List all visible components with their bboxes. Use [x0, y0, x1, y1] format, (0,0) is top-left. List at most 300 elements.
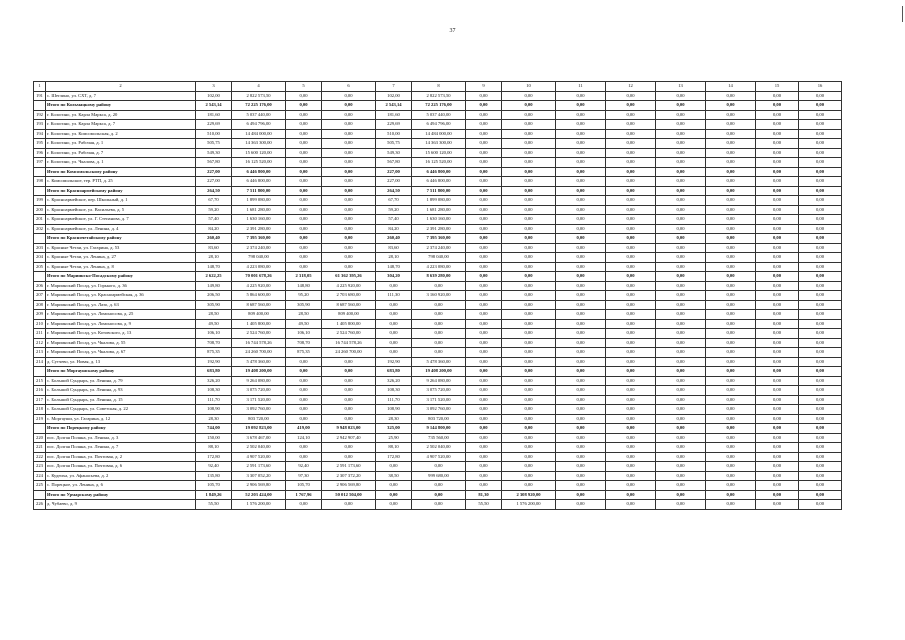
- value-cell: 0,00: [286, 452, 322, 462]
- value-cell: 0,00: [606, 414, 656, 424]
- value-cell: 875,35: [196, 348, 232, 358]
- table-row: [34, 281, 842, 291]
- value-cell: 0,00: [756, 357, 799, 367]
- value-cell: 0,00: [286, 367, 322, 377]
- value-cell: 0,00: [502, 186, 556, 196]
- column-number-cell: 16: [799, 82, 842, 92]
- value-cell: 0,00: [706, 424, 756, 434]
- table-row: [34, 196, 842, 206]
- value-cell: 0,00: [799, 234, 842, 244]
- address-cell: пос. Долгая Поляна, ул. Ленина, д. 3: [46, 433, 196, 443]
- value-cell: 419,00: [286, 424, 322, 434]
- value-cell: 0,00: [286, 177, 322, 187]
- value-cell: 0,00: [556, 500, 606, 510]
- value-cell: 1 405 800,00: [232, 319, 286, 329]
- value-cell: 0,00: [556, 357, 606, 367]
- value-cell: 0,00: [556, 452, 606, 462]
- district-total-row: [34, 234, 842, 244]
- value-cell: 0,00: [706, 433, 756, 443]
- value-cell: 0,00: [466, 395, 502, 405]
- value-cell: 4 225 920,00: [322, 281, 376, 291]
- district-total-row: [34, 101, 842, 111]
- value-cell: 0,00: [466, 186, 502, 196]
- value-cell: 0,00: [799, 424, 842, 434]
- value-cell: 0,00: [286, 224, 322, 234]
- value-cell: 0,00: [656, 272, 706, 282]
- value-cell: 0,00: [502, 215, 556, 225]
- value-cell: 0,00: [322, 262, 376, 272]
- value-cell: 72 225 176,00: [412, 101, 466, 111]
- value-cell: 6 446 800,00: [232, 167, 286, 177]
- value-cell: 0,00: [656, 414, 706, 424]
- value-cell: 3 092 760,00: [412, 405, 466, 415]
- address-cell: пос. Долгая Поляна, ул. Почтовая, д. 2: [46, 452, 196, 462]
- table-row: [34, 348, 842, 358]
- value-cell: 0,00: [502, 300, 556, 310]
- value-cell: 227,00: [196, 167, 232, 177]
- value-cell: 0,00: [322, 357, 376, 367]
- value-cell: 0,00: [799, 129, 842, 139]
- value-cell: 0,00: [606, 110, 656, 120]
- value-cell: 0,00: [656, 253, 706, 263]
- value-cell: 59,20: [196, 205, 232, 215]
- value-cell: 0,00: [656, 139, 706, 149]
- value-cell: 0,00: [799, 433, 842, 443]
- value-cell: 28,50: [196, 310, 232, 320]
- value-cell: 0,00: [656, 205, 706, 215]
- value-cell: 0,00: [412, 500, 466, 510]
- value-cell: 0,00: [556, 310, 606, 320]
- table-row: [34, 262, 842, 272]
- value-cell: 0,00: [376, 338, 412, 348]
- value-cell: 2 374 240,00: [232, 243, 286, 253]
- value-cell: 505,75: [376, 139, 412, 149]
- value-cell: 0,00: [502, 177, 556, 187]
- value-cell: 0,00: [466, 443, 502, 453]
- value-cell: 0,00: [502, 424, 556, 434]
- district-total-row: [34, 167, 842, 177]
- value-cell: 744,00: [196, 424, 232, 434]
- value-cell: 0,00: [656, 196, 706, 206]
- value-cell: 0,00: [756, 196, 799, 206]
- value-cell: 0,00: [756, 386, 799, 396]
- row-number-cell: 192: [34, 110, 46, 120]
- value-cell: 0,00: [756, 120, 799, 130]
- value-cell: 0,00: [556, 443, 606, 453]
- value-cell: 38,50: [376, 471, 412, 481]
- value-cell: 0,00: [556, 462, 606, 472]
- value-cell: 9 264 080,00: [412, 376, 466, 386]
- value-cell: 1 630 160,00: [412, 215, 466, 225]
- value-cell: 16 125 520,00: [232, 158, 286, 168]
- value-cell: 81,30: [466, 490, 502, 500]
- value-cell: 708,70: [286, 338, 322, 348]
- address-cell: г. Мариинский Посад, ул. Лазо, д. 63: [46, 300, 196, 310]
- value-cell: 0,00: [412, 300, 466, 310]
- row-number-cell: 225: [34, 481, 46, 491]
- value-cell: 0,00: [412, 319, 466, 329]
- value-cell: 0,00: [706, 148, 756, 158]
- value-cell: 0,00: [706, 291, 756, 301]
- value-cell: 97,30: [286, 471, 322, 481]
- value-cell: 0,00: [799, 167, 842, 177]
- value-cell: 3 307 052,20: [232, 471, 286, 481]
- address-cell: с. Большой Сундырь, ул. Советская, д. 22: [46, 405, 196, 415]
- value-cell: 0,00: [556, 243, 606, 253]
- table-row: [34, 158, 842, 168]
- value-cell: 50 012 504,00: [322, 490, 376, 500]
- value-cell: 0,00: [656, 357, 706, 367]
- address-cell: г. Кологино, ул. Рабочая, д. 7: [46, 148, 196, 158]
- value-cell: 124,10: [286, 433, 322, 443]
- table-row: [34, 452, 842, 462]
- row-number-cell: [34, 101, 46, 111]
- value-cell: 875,35: [286, 348, 322, 358]
- value-cell: 0,00: [322, 129, 376, 139]
- value-cell: 0,00: [556, 186, 606, 196]
- value-cell: 549,30: [376, 148, 412, 158]
- address-cell: с. Порецкое, ул. Ленина, д. 6: [46, 481, 196, 491]
- value-cell: 0,00: [556, 433, 606, 443]
- value-cell: 55,50: [466, 500, 502, 510]
- table-row: [34, 120, 842, 130]
- value-cell: 0,00: [606, 395, 656, 405]
- value-cell: 2 374 240,00: [412, 243, 466, 253]
- value-cell: 0,00: [656, 367, 706, 377]
- table-row: [34, 148, 842, 158]
- value-cell: 0,00: [799, 310, 842, 320]
- value-cell: 57,40: [376, 215, 412, 225]
- table-row: [34, 91, 842, 101]
- row-number-cell: 212: [34, 338, 46, 348]
- value-cell: 735 560,00: [412, 433, 466, 443]
- value-cell: 88,10: [196, 443, 232, 453]
- value-cell: 0,00: [502, 205, 556, 215]
- value-cell: 0,00: [286, 234, 322, 244]
- value-cell: 0,00: [556, 139, 606, 149]
- address-cell: с. Комсомольское, тер. РТП, д. 25: [46, 177, 196, 187]
- value-cell: 227,00: [376, 167, 412, 177]
- value-cell: 108,30: [196, 386, 232, 396]
- value-cell: 0,00: [466, 357, 502, 367]
- value-cell: 0,00: [799, 158, 842, 168]
- value-cell: 0,00: [706, 253, 756, 263]
- value-cell: 0,00: [466, 338, 502, 348]
- value-cell: 0,00: [556, 148, 606, 158]
- table-row: [34, 319, 842, 329]
- value-cell: 0,00: [466, 329, 502, 339]
- value-cell: 0,00: [502, 120, 556, 130]
- value-cell: 6 446 800,00: [232, 177, 286, 187]
- value-cell: 0,00: [286, 196, 322, 206]
- column-number-cell: 11: [556, 82, 606, 92]
- value-cell: 0,00: [756, 329, 799, 339]
- value-cell: 0,00: [322, 205, 376, 215]
- value-cell: 108,90: [376, 405, 412, 415]
- value-cell: 0,00: [606, 243, 656, 253]
- value-cell: 105,70: [286, 481, 322, 491]
- value-cell: 2 822 573,50: [412, 91, 466, 101]
- value-cell: 0,00: [322, 395, 376, 405]
- value-cell: 0,00: [656, 433, 706, 443]
- address-cell: г. Мариинский Посад, ул. Ломоносова, д. 9: [46, 319, 196, 329]
- value-cell: 0,00: [756, 234, 799, 244]
- value-cell: 0,00: [556, 253, 606, 263]
- value-cell: 1 630 160,00: [232, 215, 286, 225]
- value-cell: 0,00: [706, 120, 756, 130]
- value-cell: 0,00: [606, 300, 656, 310]
- column-number-cell: 12: [606, 82, 656, 92]
- value-cell: 28,10: [196, 253, 232, 263]
- table-body: [34, 82, 842, 510]
- value-cell: 0,00: [656, 348, 706, 358]
- value-cell: 0,00: [756, 310, 799, 320]
- value-cell: 0,00: [656, 120, 706, 130]
- value-cell: 0,00: [756, 376, 799, 386]
- value-cell: 4 907 520,00: [232, 452, 286, 462]
- value-cell: 0,00: [412, 481, 466, 491]
- value-cell: 0,00: [656, 177, 706, 187]
- district-total-label: Итого по Урмарскому району: [46, 490, 196, 500]
- value-cell: 0,00: [466, 452, 502, 462]
- value-cell: 0,00: [706, 234, 756, 244]
- address-cell: г. Мариинский Посад, ул. Чкалова, д. 67: [46, 348, 196, 358]
- table-row: [34, 129, 842, 139]
- value-cell: 0,00: [556, 281, 606, 291]
- table-row: [34, 300, 842, 310]
- column-number-cell: 15: [756, 82, 799, 92]
- value-cell: 0,00: [502, 91, 556, 101]
- value-cell: 0,00: [376, 500, 412, 510]
- address-cell: с. Красные Четаи, ул. Гагарина, д. 53: [46, 243, 196, 253]
- value-cell: 1 405 800,00: [322, 319, 376, 329]
- value-cell: 111,70: [376, 395, 412, 405]
- value-cell: 19 092 823,00: [232, 424, 286, 434]
- value-cell: 0,00: [756, 101, 799, 111]
- value-cell: 5 037 440,00: [232, 110, 286, 120]
- value-cell: 0,00: [556, 158, 606, 168]
- value-cell: 0,00: [502, 376, 556, 386]
- value-cell: 0,00: [322, 224, 376, 234]
- value-cell: 505,75: [196, 139, 232, 149]
- value-cell: 4 225 920,00: [232, 281, 286, 291]
- value-cell: 0,00: [706, 196, 756, 206]
- row-number-cell: 211: [34, 329, 46, 339]
- table-row: [34, 243, 842, 253]
- value-cell: 0,00: [756, 291, 799, 301]
- row-number-cell: 217: [34, 395, 46, 405]
- value-cell: 0,00: [556, 414, 606, 424]
- value-cell: 0,00: [412, 462, 466, 472]
- value-cell: 0,00: [706, 481, 756, 491]
- value-cell: 0,00: [606, 433, 656, 443]
- value-cell: 0,00: [756, 243, 799, 253]
- row-number-cell: [34, 234, 46, 244]
- row-number-cell: 205: [34, 262, 46, 272]
- value-cell: 0,00: [756, 319, 799, 329]
- value-cell: 206,50: [196, 291, 232, 301]
- value-cell: 683,80: [376, 367, 412, 377]
- value-cell: 2 622,25: [196, 272, 232, 282]
- value-cell: 0,00: [286, 186, 322, 196]
- value-cell: 0,00: [286, 129, 322, 139]
- value-cell: 7 395 360,00: [412, 234, 466, 244]
- value-cell: 0,00: [502, 148, 556, 158]
- value-cell: 55,50: [196, 500, 232, 510]
- address-cell: г. Мариинский Посад, ул. Чкалова, д. 55: [46, 338, 196, 348]
- value-cell: 3 075 720,00: [412, 386, 466, 396]
- table-row: [34, 357, 842, 367]
- value-cell: 683,80: [196, 367, 232, 377]
- row-number-cell: 208: [34, 300, 46, 310]
- value-cell: 0,00: [656, 462, 706, 472]
- row-number-cell: 216: [34, 386, 46, 396]
- value-cell: 0,00: [756, 158, 799, 168]
- value-cell: 0,00: [286, 167, 322, 177]
- value-cell: 0,00: [466, 376, 502, 386]
- row-number-cell: 204: [34, 253, 46, 263]
- value-cell: 6 494 796,00: [412, 120, 466, 130]
- value-cell: 227,00: [376, 177, 412, 187]
- value-cell: 181,60: [376, 110, 412, 120]
- table-row: [34, 110, 842, 120]
- address-cell: пос. Долгая Поляна, ул. Ленина, д. 7: [46, 443, 196, 453]
- row-number-cell: 210: [34, 319, 46, 329]
- address-cell: г. Мариинский Посад, ул. Горького, д. 36: [46, 281, 196, 291]
- value-cell: 0,00: [799, 338, 842, 348]
- column-number-cell: 10: [502, 82, 556, 92]
- value-cell: 0,00: [706, 186, 756, 196]
- value-cell: 0,00: [706, 500, 756, 510]
- value-cell: 0,00: [706, 177, 756, 187]
- value-cell: 0,00: [656, 243, 706, 253]
- value-cell: 83,60: [196, 243, 232, 253]
- value-cell: 0,00: [756, 186, 799, 196]
- row-number-cell: 223: [34, 462, 46, 472]
- value-cell: 0,00: [656, 500, 706, 510]
- value-cell: 0,00: [799, 481, 842, 491]
- value-cell: 0,00: [502, 253, 556, 263]
- value-cell: 5 478 360,00: [412, 357, 466, 367]
- value-cell: 0,00: [606, 148, 656, 158]
- value-cell: 0,00: [656, 281, 706, 291]
- row-number-cell: 206: [34, 281, 46, 291]
- value-cell: 0,00: [466, 471, 502, 481]
- value-cell: 0,00: [466, 205, 502, 215]
- value-cell: 0,00: [606, 376, 656, 386]
- value-cell: 0,00: [756, 272, 799, 282]
- value-cell: 19 408 200,00: [232, 367, 286, 377]
- value-cell: 0,00: [799, 110, 842, 120]
- table-row: [34, 329, 842, 339]
- value-cell: 2 543,14: [196, 101, 232, 111]
- value-cell: 0,00: [756, 424, 799, 434]
- value-cell: 83,60: [376, 243, 412, 253]
- address-cell: г. Кологино, ул. Карла Маркса, д. 7: [46, 120, 196, 130]
- value-cell: 111,30: [376, 291, 412, 301]
- value-cell: 510,00: [376, 129, 412, 139]
- value-cell: 24 260 700,00: [322, 348, 376, 358]
- value-cell: 0,00: [466, 110, 502, 120]
- value-cell: 0,00: [466, 139, 502, 149]
- value-cell: 28,30: [196, 414, 232, 424]
- address-cell: с. Красноармейское, ул. Ленина, д. 4: [46, 224, 196, 234]
- value-cell: 6 446 800,00: [412, 177, 466, 187]
- value-cell: 2 942 907,40: [322, 433, 376, 443]
- row-number-cell: 218: [34, 405, 46, 415]
- value-cell: 7 395 360,00: [232, 234, 286, 244]
- column-number-cell: 1: [34, 82, 46, 92]
- value-cell: 0,00: [322, 186, 376, 196]
- value-cell: 0,00: [799, 253, 842, 263]
- value-cell: 102,00: [196, 91, 232, 101]
- table-row: [34, 405, 842, 415]
- value-cell: 0,00: [606, 139, 656, 149]
- value-cell: 798 040,00: [232, 253, 286, 263]
- value-cell: 0,00: [286, 500, 322, 510]
- value-cell: 0,00: [606, 386, 656, 396]
- value-cell: 0,00: [502, 443, 556, 453]
- value-cell: 0,00: [656, 395, 706, 405]
- value-cell: 0,00: [502, 386, 556, 396]
- value-cell: 326,20: [376, 376, 412, 386]
- value-cell: 0,00: [376, 490, 412, 500]
- value-cell: 229,69: [196, 120, 232, 130]
- value-cell: 0,00: [556, 224, 606, 234]
- value-cell: 0,00: [556, 291, 606, 301]
- address-cell: д. Чубаево, д. 9: [46, 500, 196, 510]
- value-cell: 0,00: [412, 348, 466, 358]
- row-number-cell: 199: [34, 196, 46, 206]
- value-cell: 1 849,26: [196, 490, 232, 500]
- value-cell: 229,69: [376, 120, 412, 130]
- value-cell: 0,00: [466, 253, 502, 263]
- value-cell: 6 446 800,00: [412, 167, 466, 177]
- value-cell: 0,00: [706, 443, 756, 453]
- table-row: [34, 310, 842, 320]
- value-cell: 0,00: [466, 281, 502, 291]
- value-cell: 0,00: [706, 110, 756, 120]
- value-cell: 0,00: [656, 338, 706, 348]
- value-cell: 49,50: [196, 319, 232, 329]
- value-cell: 0,00: [706, 338, 756, 348]
- row-number-cell: 219: [34, 414, 46, 424]
- value-cell: 0,00: [466, 262, 502, 272]
- value-cell: 9 264 080,00: [232, 376, 286, 386]
- column-number-cell: 6: [322, 82, 376, 92]
- value-cell: 0,00: [706, 167, 756, 177]
- table-row: [34, 338, 842, 348]
- value-cell: 0,00: [799, 443, 842, 453]
- value-cell: 0,00: [322, 234, 376, 244]
- row-number-cell: 202: [34, 224, 46, 234]
- address-cell: г. Кологино, ул. Комсомольская, д. 2: [46, 129, 196, 139]
- value-cell: 0,00: [606, 357, 656, 367]
- row-number-cell: [34, 367, 46, 377]
- district-total-row: [34, 186, 842, 196]
- row-number-cell: 209: [34, 310, 46, 320]
- value-cell: 0,00: [706, 224, 756, 234]
- value-cell: 0,00: [502, 433, 556, 443]
- value-cell: 999 680,00: [412, 471, 466, 481]
- value-cell: 0,00: [706, 300, 756, 310]
- value-cell: 0,00: [706, 158, 756, 168]
- value-cell: 0,00: [556, 129, 606, 139]
- value-cell: 0,00: [799, 319, 842, 329]
- district-total-label: Итого по Комсомольскому району: [46, 167, 196, 177]
- value-cell: 16 125 520,00: [412, 158, 466, 168]
- district-total-label: Итого по Моргаушскому району: [46, 367, 196, 377]
